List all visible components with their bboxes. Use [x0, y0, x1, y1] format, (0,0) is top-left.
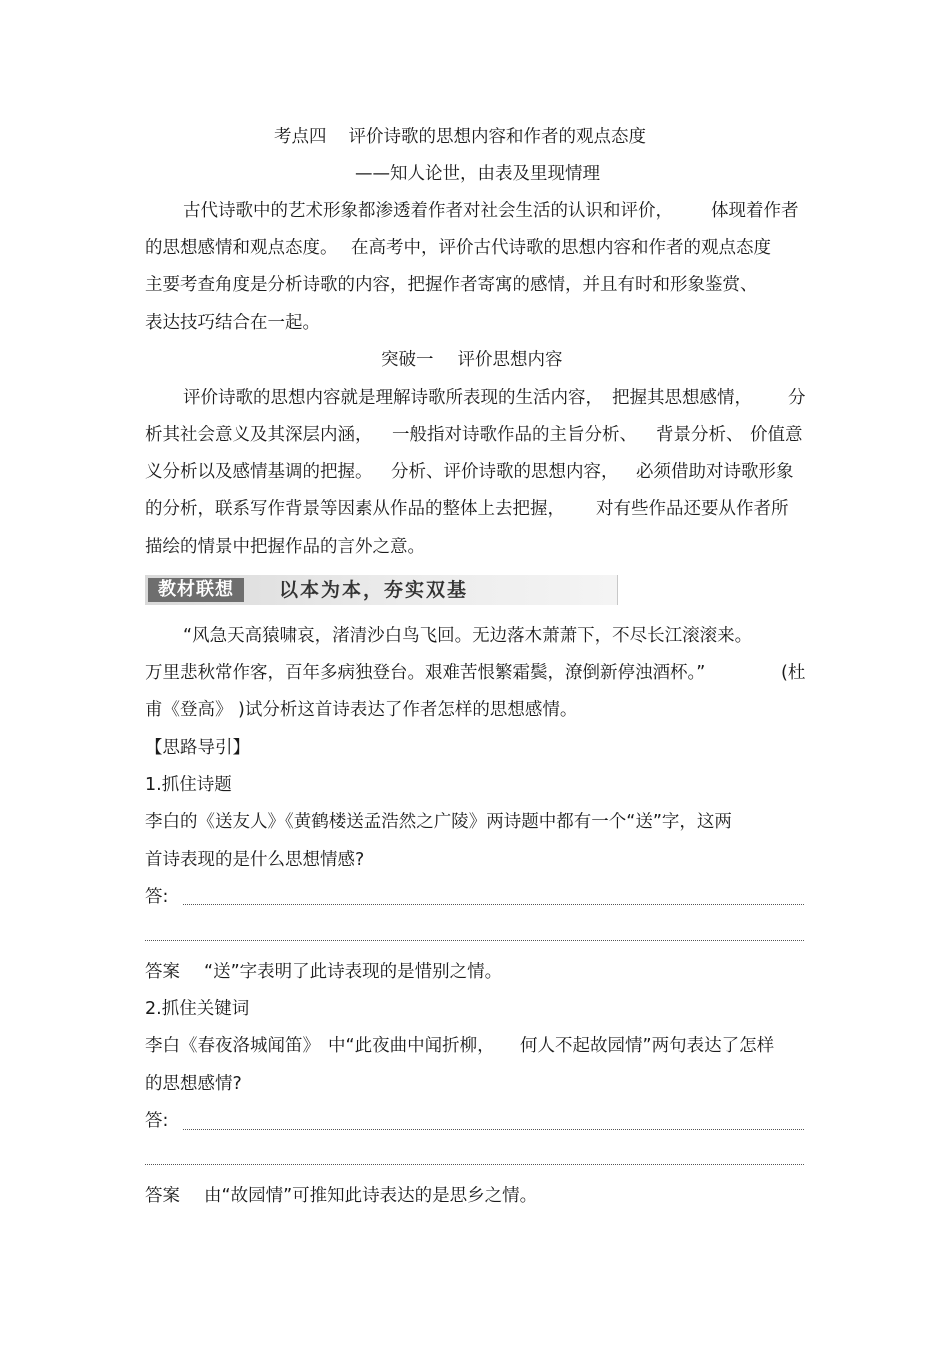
- body-line-5: 描绘的情景中把握作品的言外之意。: [145, 537, 425, 557]
- section-label: 突破一: [381, 350, 434, 370]
- page-title: [274, 126, 646, 148]
- page-subtitle: ——知人论世，由表及里现情理: [355, 164, 600, 184]
- q1-answer-blank-1[interactable]: [183, 904, 804, 905]
- intro-line-1a: 古代诗歌中的艺术形象都渗透着作者对社会生活的认识和评价，: [183, 201, 673, 221]
- q2-answer-label: 答案: [145, 1186, 180, 1206]
- body-line-1a: 评价诗歌的思想内容就是理解诗歌所表现的生活内容，: [183, 388, 603, 408]
- q1-answer-text: “送”字表明了此诗表现的是惜别之情。: [204, 962, 503, 982]
- q1-line-2: 首诗表现的是什么思想情感?: [145, 850, 365, 870]
- banner-tag: 教材联想: [148, 578, 244, 602]
- intro-line-1b: 体现着作者: [711, 201, 799, 221]
- q2-answer-text: 由“故园情”可推知此诗表达的是思乡之情。: [204, 1186, 538, 1206]
- body-line-2d: 价值意: [750, 425, 803, 445]
- section-banner: [145, 575, 618, 605]
- q1-answer-prompt: 答:: [145, 887, 169, 907]
- body-line-3a: 义分析以及感情基调的把握。: [145, 462, 373, 482]
- q1-answer: [145, 961, 502, 983]
- title-text: 评价诗歌的思想内容和作者的观点态度: [348, 127, 646, 147]
- q2-answer-blank-1[interactable]: [183, 1129, 804, 1130]
- poem-attribution-start: (杜: [781, 663, 806, 683]
- q1-answer-blank-2[interactable]: [145, 940, 804, 941]
- intro-line-2a: 的思想感情和观点态度。: [145, 238, 338, 258]
- body-line-2b: 一般指对诗歌作品的主旨分析、: [392, 425, 637, 445]
- q2-line-1c: 何人不起故园情”两句表达了怎样: [520, 1036, 775, 1056]
- q2-title: 2.抓住关键词: [145, 999, 250, 1019]
- q2-line-2: 的思想感情?: [145, 1074, 242, 1094]
- body-line-3b: 分析、评价诗歌的思想内容，: [391, 462, 619, 482]
- q2-answer: [145, 1185, 537, 1207]
- section-title: 评价思想内容: [457, 350, 563, 370]
- q2-answer-blank-2[interactable]: [145, 1164, 804, 1165]
- q2-line-1a: 李白《春夜洛城闻笛》: [145, 1036, 320, 1056]
- body-line-4a: 的分析，联系写作背景等因素从作品的整体上去把握，: [145, 499, 565, 519]
- title-label: 考点四: [274, 127, 327, 147]
- poem-line-2: 万里悲秋常作客，百年多病独登台。艰难苦恨繁霜鬓，潦倒新停浊酒杯。”: [145, 663, 706, 683]
- intro-line-2b: 在高考中，评价古代诗歌的思想内容和作者的观点态度: [351, 238, 771, 258]
- poem-line-1: “风急天高猿啸哀，渚清沙白鸟飞回。无边落木萧萧下，不尽长江滚滚来。: [183, 626, 753, 646]
- q2-answer-prompt: 答:: [145, 1111, 169, 1131]
- body-line-1c: 分: [788, 388, 806, 408]
- q1-title: 1.抓住诗题: [145, 775, 232, 795]
- q2-line-1b: 中“此夜曲中闻折柳，: [328, 1036, 495, 1056]
- section-heading: [381, 349, 563, 371]
- body-line-4b: 对有些作品还要从作者所: [596, 499, 789, 519]
- guide-heading: 【思路导引】: [145, 738, 250, 758]
- intro-line-4: 表达技巧结合在一起。: [145, 313, 320, 333]
- body-line-3c: 必须借助对诗歌形象: [636, 462, 794, 482]
- body-line-2a: 析其社会意义及其深层内涵，: [145, 425, 373, 445]
- poem-question: 甫《登高》 )试分析这首诗表达了作者怎样的思想感情。: [145, 700, 578, 720]
- intro-line-3: 主要考查角度是分析诗歌的内容，把握作者寄寓的感情，并且有时和形象鉴赏、: [145, 275, 758, 295]
- q1-line-1: 李白的《送友人》《黄鹤楼送孟浩然之广陵》两诗题中都有一个“送”字，这两: [145, 812, 732, 832]
- q1-answer-label: 答案: [145, 962, 180, 982]
- body-line-2c: 背景分析、: [656, 425, 744, 445]
- banner-text: 以本为本，夯实双基: [279, 579, 469, 601]
- body-line-1b: 把握其思想感情，: [612, 388, 752, 408]
